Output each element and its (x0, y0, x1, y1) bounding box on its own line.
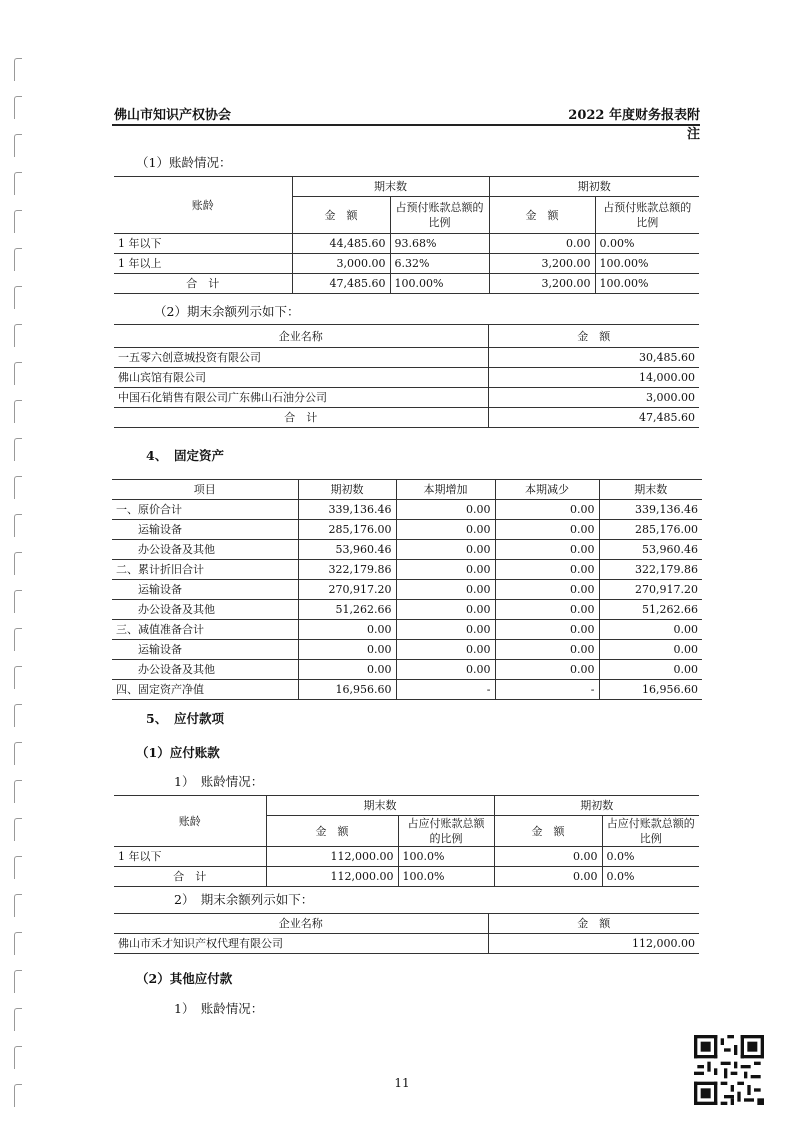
cell-begin-ratio: 0.00% (595, 234, 699, 254)
cell-begin-ratio: 0.0% (602, 847, 699, 867)
cell-item: 运输设备 (112, 640, 298, 660)
cell-begin: 0.00 (298, 660, 396, 680)
cell-end: 51,262.66 (599, 600, 702, 620)
col-header-begin-amount: 金 额 (489, 197, 595, 234)
col-header-end: 期末数 (266, 796, 494, 816)
cell-decrease: 0.00 (495, 560, 599, 580)
cell-increase: 0.00 (396, 640, 495, 660)
cell-begin-amount: 0.00 (494, 867, 602, 887)
table-payable-balance (114, 913, 699, 954)
cell-end-ratio: 93.68% (390, 234, 489, 254)
cell-begin: 285,176.00 (298, 520, 396, 540)
cell-increase: 0.00 (396, 520, 495, 540)
table-row (114, 234, 699, 254)
cell-decrease: 0.00 (495, 500, 599, 520)
table-row (112, 620, 702, 640)
section-fixed-title: 固定资产 (174, 448, 225, 463)
table-row (114, 388, 699, 408)
cell-end: 322,179.86 (599, 560, 702, 580)
cell-item: 三、减值准备合计 (112, 620, 298, 640)
cell-end: 16,956.60 (599, 680, 702, 700)
cell-item: 办公设备及其他 (112, 600, 298, 620)
cell-end: 0.00 (599, 620, 702, 640)
cell-increase: 0.00 (396, 660, 495, 680)
table-row (112, 660, 702, 680)
cell-end: 285,176.00 (599, 520, 702, 540)
section-other-payable-aging: 1） 账龄情况： (174, 1001, 264, 1016)
section-payable-number: 5、 (146, 711, 168, 726)
cell-item: 四、固定资产净值 (112, 680, 298, 700)
col-header-end-ratio: 占预付账款总额的比例 (390, 197, 489, 234)
col-header-begin: 期初数 (298, 480, 396, 500)
cell-end-ratio: 6.32% (390, 254, 489, 274)
col-header-item: 项目 (112, 480, 298, 500)
col-header-end-amount: 金 额 (292, 197, 390, 234)
cell-increase: 0.00 (396, 580, 495, 600)
cell-end-amount: 44,485.60 (292, 234, 390, 254)
cell-company: 佛山宾馆有限公司 (114, 368, 488, 388)
header-rule (112, 124, 700, 126)
cell-decrease: 0.00 (495, 540, 599, 560)
section-other-payable: （2）其他应付款 (136, 971, 233, 986)
table-row-total (114, 867, 699, 887)
table-row (112, 580, 702, 600)
table-payable-aging (114, 795, 699, 887)
col-header-aging: 账龄 (114, 796, 266, 847)
cell-amount: 47,485.60 (488, 408, 699, 428)
cell-decrease: 0.00 (495, 600, 599, 620)
cell-end-amount: 47,485.60 (292, 274, 390, 294)
cell-decrease: - (495, 680, 599, 700)
table-row (112, 680, 702, 700)
table-row (112, 540, 702, 560)
cell-item: 二、累计折旧合计 (112, 560, 298, 580)
cell-end-amount: 112,000.00 (266, 867, 398, 887)
table-row (114, 348, 699, 368)
table-prepaid-balance (114, 324, 699, 428)
section-payable-sub1: （1）应付账款 (136, 745, 220, 760)
cell-begin: 322,179.86 (298, 560, 396, 580)
col-header-begin: 期初数 (489, 177, 699, 197)
cell-begin: 270,917.20 (298, 580, 396, 600)
table-row (114, 254, 699, 274)
cell-label: 1 年以下 (114, 234, 292, 254)
cell-company: 中国石化销售有限公司广东佛山石油分公司 (114, 388, 488, 408)
col-header-aging: 账龄 (114, 177, 292, 234)
cell-item: 运输设备 (112, 580, 298, 600)
cell-amount: 3,000.00 (488, 388, 699, 408)
table-row (114, 368, 699, 388)
cell-end-ratio: 100.00% (390, 274, 489, 294)
section-payable-aging-title: 1） 账龄情况： (174, 774, 264, 789)
header-org: 佛山市知识产权协会 (114, 108, 232, 123)
cell-end: 339,136.46 (599, 500, 702, 520)
col-header-begin-ratio: 占应付账款总额的比例 (602, 816, 699, 847)
cell-company: 一五零六创意城投资有限公司 (114, 348, 488, 368)
section-balance-title: （2）期末余额列示如下： (154, 304, 300, 319)
cell-end: 53,960.46 (599, 540, 702, 560)
col-header-end: 期末数 (599, 480, 702, 500)
cell-decrease: 0.00 (495, 520, 599, 540)
cell-company: 合 计 (114, 408, 488, 428)
cell-decrease: 0.00 (495, 580, 599, 600)
cell-amount: 30,485.60 (488, 348, 699, 368)
table-row (114, 847, 699, 867)
cell-decrease: 0.00 (495, 660, 599, 680)
cell-label: 合 计 (114, 274, 292, 294)
cell-increase: - (396, 680, 495, 700)
table-row-total (114, 274, 699, 294)
cell-begin-amount: 3,200.00 (489, 274, 595, 294)
col-header-increase: 本期增加 (396, 480, 495, 500)
cell-begin: 339,136.46 (298, 500, 396, 520)
cell-label: 合 计 (114, 867, 266, 887)
col-header-begin-ratio: 占预付账款总额的比例 (595, 197, 699, 234)
page-number: 11 (394, 1076, 410, 1090)
table-row (112, 520, 702, 540)
cell-label: 1 年以上 (114, 254, 292, 274)
col-header-end: 期末数 (292, 177, 489, 197)
table-row (114, 934, 699, 954)
col-header-begin: 期初数 (494, 796, 699, 816)
cell-end-ratio: 100.0% (398, 847, 494, 867)
cell-item: 运输设备 (112, 520, 298, 540)
cell-amount: 112,000.00 (488, 934, 699, 954)
cell-end-amount: 3,000.00 (292, 254, 390, 274)
cell-begin: 53,960.46 (298, 540, 396, 560)
cell-end: 0.00 (599, 660, 702, 680)
cell-amount: 14,000.00 (488, 368, 699, 388)
cell-begin-amount: 0.00 (494, 847, 602, 867)
cell-begin-amount: 3,200.00 (489, 254, 595, 274)
cell-increase: 0.00 (396, 600, 495, 620)
section-aging-title: （1）账龄情况： (136, 155, 232, 170)
cell-begin: 51,262.66 (298, 600, 396, 620)
cell-end: 270,917.20 (599, 580, 702, 600)
col-header-amount: 金 额 (488, 325, 699, 348)
cell-increase: 0.00 (396, 560, 495, 580)
cell-item: 办公设备及其他 (112, 540, 298, 560)
cell-increase: 0.00 (396, 540, 495, 560)
table-row (112, 500, 702, 520)
cell-end-ratio: 100.0% (398, 867, 494, 887)
cell-end: 0.00 (599, 640, 702, 660)
col-header-decrease: 本期减少 (495, 480, 599, 500)
table-row (112, 560, 702, 580)
cell-begin: 16,956.60 (298, 680, 396, 700)
table-row (112, 640, 702, 660)
section-payable-title: 应付款项 (174, 711, 225, 726)
cell-decrease: 0.00 (495, 620, 599, 640)
cell-begin: 0.00 (298, 640, 396, 660)
cell-begin: 0.00 (298, 620, 396, 640)
section-fixed-number: 4、 (146, 448, 168, 463)
qr-code-icon (694, 1035, 764, 1105)
cell-decrease: 0.00 (495, 640, 599, 660)
cell-item: 办公设备及其他 (112, 660, 298, 680)
section-payable-balance-title: 2） 期末余额列示如下： (174, 892, 314, 907)
cell-item: 一、原价合计 (112, 500, 298, 520)
cell-end-amount: 112,000.00 (266, 847, 398, 867)
table-fixed-assets (112, 479, 702, 700)
cell-begin-ratio: 0.0% (602, 867, 699, 887)
cell-begin-ratio: 100.00% (595, 254, 699, 274)
cell-increase: 0.00 (396, 620, 495, 640)
col-header-end-amount: 金 额 (266, 816, 398, 847)
col-header-company: 企业名称 (114, 325, 488, 348)
col-header-begin-amount: 金 额 (494, 816, 602, 847)
header-report-title: 2022 年度财务报表附注 (568, 108, 700, 142)
table-row-total (114, 408, 699, 428)
col-header-end-ratio: 占应付账款总额的比例 (398, 816, 494, 847)
cell-company: 佛山市禾才知识产权代理有限公司 (114, 934, 488, 954)
cell-label: 1 年以下 (114, 847, 266, 867)
table-row (112, 600, 702, 620)
table-prepaid-aging (114, 176, 699, 294)
cell-begin-amount: 0.00 (489, 234, 595, 254)
col-header-amount: 金 额 (488, 914, 699, 934)
cell-begin-ratio: 100.00% (595, 274, 699, 294)
col-header-company: 企业名称 (114, 914, 488, 934)
cell-increase: 0.00 (396, 500, 495, 520)
